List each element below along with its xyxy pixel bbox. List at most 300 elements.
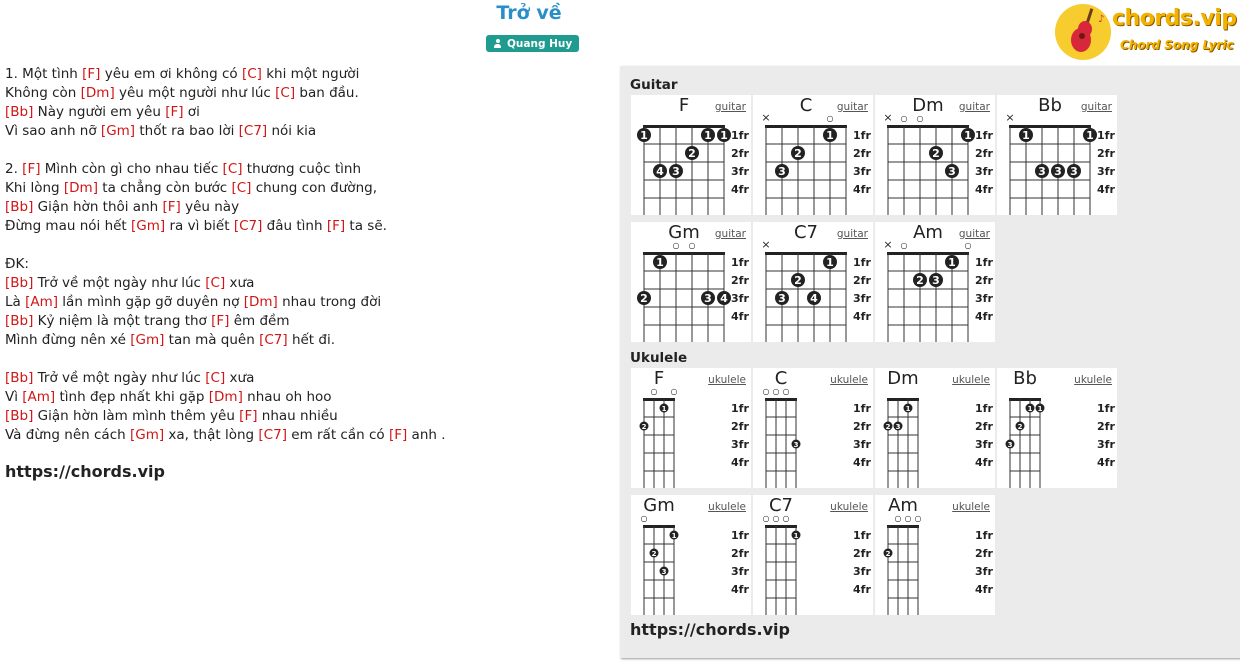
lyric-text: xưa [225,275,255,291]
finger-number: 3 [778,165,786,178]
fret-label: 2fr [1097,420,1115,433]
lyric-line [5,388,605,407]
finger-number: 2 [794,274,802,287]
chord-tag[interactable]: [C7] [238,123,268,139]
fret-label: 1fr [731,129,749,142]
lyric-line [5,65,605,84]
chord-name: F [653,368,665,389]
fret-label: 2fr [731,547,749,560]
guitar-chord-card-dm[interactable] [875,95,995,215]
chord-diagram [875,495,995,615]
finger-number: 1 [793,532,799,540]
lyric-line [5,274,605,293]
ukulele-chord-card-bb[interactable] [997,368,1117,488]
chord-name: Gm [643,495,675,516]
instrument-link[interactable]: guitar [714,228,746,240]
person-icon [493,39,502,48]
finger-number: 1 [1027,405,1033,413]
instrument-link[interactable]: ukulele [1074,374,1112,386]
finger-number: 1 [1086,129,1094,142]
finger-number: 3 [704,292,712,305]
muted-string-icon: × [883,238,893,251]
lyric-text: Là [5,294,26,310]
fret-label: 3fr [975,565,993,578]
chord-tag[interactable]: [C] [205,370,226,386]
chord-diagram [753,495,873,615]
lyric-text: thương cuộc tình [242,161,361,177]
chord-name: Am [888,495,918,516]
fret-label: 4fr [975,183,993,196]
open-string-icon: ○ [782,514,790,523]
lyric-text: Đừng mau nói hết [5,218,132,234]
chord-diagram [631,95,751,215]
chord-diagram [875,222,995,342]
lyric-text: ta chẳng còn bước [97,180,232,196]
fret-label: 2fr [853,420,871,433]
open-string-icon: ○ [640,514,648,523]
chord-diagram [997,95,1117,215]
fret-label: 1fr [975,256,993,269]
lyrics-block [5,65,605,445]
lyric-text: ta sẽ. [345,218,387,234]
open-string-icon: ○ [964,241,972,250]
open-string-icon: ○ [900,114,908,123]
chord-name: Bb [1038,95,1062,116]
chord-diagram [753,368,873,488]
open-string-icon: ○ [916,114,924,123]
fret-label: 1fr [731,256,749,269]
site-url-footer[interactable]: https://chords.vip [630,620,790,639]
ukulele-chord-card-f[interactable] [631,368,751,488]
lyric-text: tình đẹp nhất khi gặp [55,389,209,405]
chord-diagram [753,95,873,215]
chord-tag[interactable]: [Bb] [5,313,34,329]
lyric-text: nhau oh hoo [242,389,332,405]
fret-label: 1fr [731,529,749,542]
nut [643,398,675,401]
finger-number: 3 [778,292,786,305]
lyric-line [5,407,605,426]
lyric-text: Không còn [5,85,81,101]
artist-badge[interactable] [486,35,579,52]
lyric-text: ơi [183,104,200,120]
chord-tag[interactable]: [Gm] [129,427,165,443]
nut [765,125,847,128]
instrument-link[interactable]: guitar [714,101,746,113]
lyric-text: Vì [5,389,23,405]
chord-name: C7 [793,222,819,243]
chord-name: C [799,95,813,116]
nut [887,125,969,128]
open-string-icon: ○ [772,514,780,523]
fret-label: 2fr [975,547,993,560]
lyric-text: lần mình gặp gỡ duyên nợ [58,294,244,310]
fret-label: 1fr [1097,402,1115,415]
finger-number: 1 [826,129,834,142]
instrument-link[interactable]: ukulele [708,501,746,513]
instrument-link[interactable]: ukulele [830,501,868,513]
fret-label: 2fr [731,420,749,433]
nut [1009,398,1041,401]
chord-name: Bb [1013,368,1037,389]
lyric-text: Giận hờn thôi anh [33,199,163,215]
chord-name: Gm [668,222,700,243]
fret-label: 2fr [853,147,871,160]
finger-number: 2 [916,274,924,287]
chord-diagram-panel [620,66,1240,658]
chord-diagram [997,368,1117,488]
fret-label: 4fr [731,456,749,469]
chord-diagram [875,368,995,488]
open-string-icon: ○ [688,241,696,250]
lyric-text: Và đừng nên cách [5,427,130,443]
chord-tag[interactable]: [Am] [25,294,59,310]
lyric-line [5,369,605,388]
lyric-line [5,293,605,312]
lyric-text: tan mà quên [164,332,260,348]
lyric-text: xa, thật lòng [164,427,259,443]
lyric-line [5,255,605,274]
chord-diagram [631,495,751,615]
open-string-icon: ○ [762,387,770,396]
lyric-line [5,141,605,160]
finger-number: 3 [672,165,680,178]
chord-diagram [753,222,873,342]
lyric-text: 1. Một tình [5,66,83,82]
instrument-link[interactable]: guitar [836,228,868,240]
fret-label: 4fr [853,456,871,469]
fret-label: 4fr [1097,183,1115,196]
guitar-section-title: Guitar [630,77,678,93]
nut [765,252,847,255]
fret-label: 2fr [975,420,993,433]
fret-label: 4fr [731,310,749,323]
chord-tag[interactable]: [Bb] [5,104,34,120]
muted-string-icon: × [761,238,771,251]
lyric-line [5,236,605,255]
lyric-line [5,331,605,350]
fret-label: 4fr [975,456,993,469]
fret-label: 3fr [731,292,749,305]
fret-label: 3fr [853,292,871,305]
fret-label: 4fr [731,183,749,196]
finger-number: 1 [720,129,728,142]
fret-label: 3fr [975,292,993,305]
finger-number: 3 [932,274,940,287]
instrument-link[interactable]: guitar [958,101,990,113]
lyric-text: yêu em ơi không có [100,66,242,82]
chord-tag[interactable]: [Dm] [208,389,243,405]
chord-tag[interactable]: [C] [222,161,243,177]
lyric-text: 2. [5,161,23,177]
fret-label: 1fr [975,402,993,415]
finger-number: 2 [885,550,891,558]
guitar-chord-card-c[interactable] [753,95,873,215]
finger-number: 1 [964,129,972,142]
open-string-icon: ○ [782,387,790,396]
lyric-line [5,198,605,217]
chord-diagram [631,368,751,488]
open-string-icon: ○ [904,514,912,523]
chord-name: C [774,368,788,389]
fret-label: 3fr [975,165,993,178]
open-string-icon: ○ [914,514,922,523]
fret-label: 3fr [853,165,871,178]
nut [643,525,675,528]
lyric-text: Mình đừng nên xé [5,332,131,348]
site-url[interactable]: https://chords.vip [5,462,165,481]
fret-label: 3fr [853,438,871,451]
fret-label: 3fr [1097,165,1115,178]
lyric-text: Kỷ niệm là một trang thơ [33,313,212,329]
fret-label: 4fr [853,310,871,323]
site-logo[interactable] [1054,2,1238,62]
lyric-text: Mình còn gì cho nhau tiếc [40,161,223,177]
chord-tag[interactable]: [F] [22,161,41,177]
muted-string-icon: × [883,111,893,124]
chord-tag[interactable]: [C7] [258,427,287,443]
logo-text: chords.vip [1112,6,1237,31]
guitar-chord-card-bb[interactable] [997,95,1117,215]
lyric-text: đâu tình [262,218,327,234]
fret-label: 3fr [731,438,749,451]
fret-label: 1fr [853,256,871,269]
fret-label: 3fr [1097,438,1115,451]
ukulele-chord-card-c[interactable] [753,368,873,488]
artist-name: Quang Huy [507,37,573,50]
lyric-text: anh . [407,427,446,443]
chord-tag[interactable]: [Dm] [243,294,278,310]
chord-tag[interactable]: [F] [239,408,258,424]
nut [765,525,797,528]
finger-number: 2 [688,147,696,160]
instrument-link[interactable]: ukulele [952,374,990,386]
lyric-line [5,84,605,103]
chord-tag[interactable]: [F] [82,66,101,82]
finger-number: 3 [1007,441,1013,449]
chord-tag[interactable]: [Bb] [5,275,34,291]
chord-tag[interactable]: [F] [326,218,346,234]
svg-text:♪: ♪ [1098,14,1105,25]
chord-tag[interactable]: [C] [275,85,296,101]
lyric-line [5,350,605,369]
chord-name: Dm [887,368,919,389]
finger-number: 2 [932,147,940,160]
instrument-link[interactable]: ukulele [830,374,868,386]
chord-tag[interactable]: [C7] [233,218,263,234]
fret-label: 4fr [1097,456,1115,469]
ukulele-section-title: Ukulele [630,350,688,366]
chord-tag[interactable]: [C7] [259,332,288,348]
chord-name: Am [913,222,943,243]
lyric-line [5,122,605,141]
muted-string-icon: × [1005,111,1015,124]
finger-number: 3 [661,568,667,576]
lyric-text: Này người em yêu [33,104,166,120]
lyric-line [5,312,605,331]
chord-tag[interactable]: [F] [162,199,181,215]
finger-number: 4 [720,292,728,305]
lyric-text: ban đầu. [295,85,359,101]
finger-number: 1 [826,256,834,269]
lyric-text: ĐK: [5,256,29,272]
chord-diagram [631,222,751,342]
lyric-text: Trở về một ngày như lúc [33,275,206,291]
finger-number: 3 [793,441,799,449]
chord-tag[interactable]: [F] [211,313,230,329]
chord-tag[interactable]: [Bb] [5,408,34,424]
fret-label: 3fr [731,565,749,578]
chord-tag[interactable]: [Dm] [63,180,98,196]
finger-number: 3 [1038,165,1046,178]
lyric-text: xưa [225,370,255,386]
lyric-text: yêu này [180,199,240,215]
lyric-text: khi một người [261,66,360,82]
guitar-chord-card-c7[interactable] [753,222,873,342]
instrument-link[interactable]: ukulele [952,501,990,513]
open-string-icon: ○ [762,514,770,523]
fret-label: 4fr [975,310,993,323]
chord-diagram [875,95,995,215]
lyric-text: Giận hờn làm mình thêm yêu [33,408,240,424]
chord-tag[interactable]: [C] [205,275,226,291]
ukulele-chord-card-am[interactable] [875,495,995,615]
chord-name: F [678,95,690,116]
fret-label: 1fr [1097,129,1115,142]
chord-tag[interactable]: [C] [231,180,252,196]
chord-tag[interactable]: [C] [241,66,262,82]
finger-number: 2 [640,292,648,305]
fret-label: 1fr [853,529,871,542]
guitar-chord-card-am[interactable] [875,222,995,342]
fret-label: 2fr [853,274,871,287]
fret-label: 3fr [975,438,993,451]
guitar-chord-card-f[interactable] [631,95,751,215]
finger-number: 1 [1022,129,1030,142]
nut [887,252,969,255]
lyric-text: Trở về một ngày như lúc [33,370,206,386]
instrument-link[interactable]: guitar [958,228,990,240]
chord-tag[interactable]: [Bb] [5,370,34,386]
guitar-chord-card-gm[interactable] [631,222,751,342]
fret-label: 2fr [853,547,871,560]
lyric-text: Vì sao anh nỡ [5,123,101,139]
lyric-line [5,103,605,122]
fret-label: 4fr [853,183,871,196]
lyric-line [5,179,605,198]
lyric-text: nói kia [267,123,317,139]
fret-label: 4fr [975,583,993,596]
chord-name: Dm [912,95,944,116]
nut [643,252,725,255]
chord-tag[interactable]: [F] [388,427,408,443]
finger-number: 1 [661,405,667,413]
lyric-text: nhau nhiều [257,408,338,424]
fret-label: 4fr [731,583,749,596]
finger-number: 2 [794,147,802,160]
nut [643,125,725,128]
nut [1009,125,1091,128]
fret-label: 2fr [975,274,993,287]
lyric-text: em rất cần có [286,427,389,443]
chord-name: C7 [768,495,794,516]
nut [887,525,919,528]
nut [765,398,797,401]
open-string-icon: ○ [670,387,678,396]
lyric-line [5,426,605,445]
ukulele-chord-card-dm[interactable] [875,368,995,488]
chord-tag[interactable]: [Bb] [5,199,34,215]
muted-string-icon: × [761,111,771,124]
finger-number: 3 [1054,165,1062,178]
lyric-text: nhau trong đời [277,294,382,310]
lyric-text: thốt ra bao lời [135,123,239,139]
song-title: Trở về [496,2,562,24]
finger-number: 2 [641,423,647,431]
finger-number: 1 [905,405,911,413]
finger-number: 3 [895,423,901,431]
chord-tag[interactable]: [Gm] [130,332,165,348]
chord-tag[interactable]: [F] [165,104,184,120]
lyric-text: êm đềm [229,313,290,329]
chord-tag[interactable]: [Am] [22,389,56,405]
lyric-line [5,217,605,236]
lyric-text: hết đi. [287,332,336,348]
finger-number: 1 [640,129,648,142]
fret-label: 1fr [853,402,871,415]
fret-label: 1fr [975,529,993,542]
fret-label: 2fr [731,147,749,160]
finger-number: 1 [656,256,664,269]
lyric-text: yêu một người như lúc [114,85,276,101]
fret-label: 1fr [975,129,993,142]
fret-label: 3fr [731,165,749,178]
chord-tag[interactable]: [Gm] [100,123,136,139]
lyric-text: Khi lòng [5,180,64,196]
open-string-icon: ○ [894,514,902,523]
finger-number: 2 [885,423,891,431]
fret-label: 2fr [1097,147,1115,160]
finger-number: 3 [1070,165,1078,178]
finger-number: 2 [651,550,657,558]
lyric-text: chung con đường, [251,180,377,196]
fret-label: 4fr [853,583,871,596]
finger-number: 1 [948,256,956,269]
fret-label: 1fr [853,129,871,142]
finger-number: 1 [1037,405,1043,413]
open-string-icon: ○ [650,387,658,396]
fret-label: 2fr [975,147,993,160]
chord-tag[interactable]: [Gm] [131,218,166,234]
open-string-icon: ○ [826,114,834,123]
open-string-icon: ○ [900,241,908,250]
finger-number: 4 [810,292,818,305]
ukulele-chord-card-c7[interactable] [753,495,873,615]
lyric-text: ra vì biết [165,218,234,234]
finger-number: 2 [1017,423,1023,431]
finger-number: 1 [671,532,677,540]
instrument-link[interactable]: guitar [1080,101,1112,113]
ukulele-chord-card-gm[interactable] [631,495,751,615]
open-string-icon: ○ [672,241,680,250]
instrument-link[interactable]: ukulele [708,374,746,386]
fret-label: 1fr [731,402,749,415]
chord-tag[interactable]: [Dm] [80,85,115,101]
lyric-line [5,160,605,179]
instrument-link[interactable]: guitar [836,101,868,113]
fret-label: 2fr [731,274,749,287]
guitar-logo-icon [1054,2,1114,62]
